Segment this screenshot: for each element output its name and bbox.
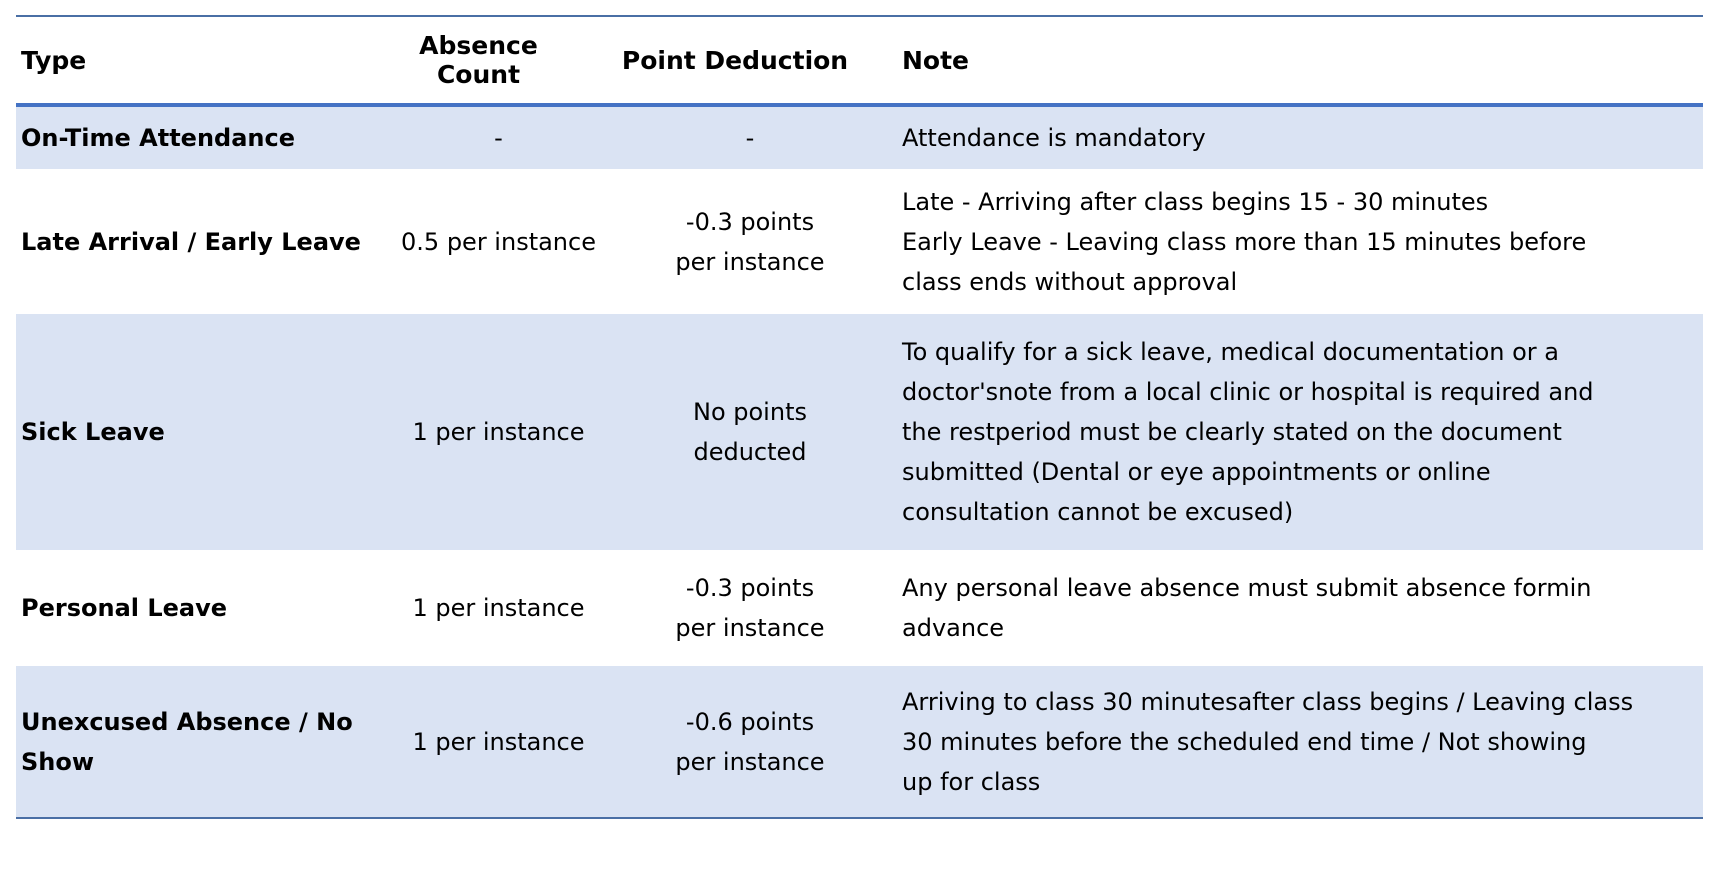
type-cell bbox=[16, 412, 376, 452]
absence-count-text: 1 per instance bbox=[412, 594, 585, 622]
table-row-unexcused-absence bbox=[16, 666, 1703, 817]
type-cell bbox=[16, 702, 376, 782]
type-cell bbox=[16, 118, 376, 158]
point-deduction-line-1: -0.3 points bbox=[685, 574, 815, 602]
absence-count-text: - bbox=[494, 124, 503, 152]
note-cell bbox=[879, 568, 1703, 648]
point-deduction-line-2: per instance bbox=[675, 247, 825, 276]
note-line-1: To qualify for a sick leave, medical documentation or a bbox=[902, 338, 1559, 366]
absence-count-text: 1 per instance bbox=[412, 418, 585, 446]
note-text: Attendance is mandatory bbox=[902, 124, 1206, 152]
note-line-2: advance bbox=[902, 614, 1005, 642]
absence-count-cell bbox=[376, 118, 621, 158]
note-line-2: doctor'snote from a local clinic or hospital is required and bbox=[902, 378, 1594, 406]
type-text: Personal Leave bbox=[21, 594, 228, 622]
table-header-row bbox=[16, 17, 1703, 107]
point-deduction-line-1: No points bbox=[693, 398, 807, 426]
note-line-2: Early Leave - Leaving class more than 15 minutes before bbox=[902, 227, 1587, 256]
point-deduction-cell bbox=[621, 118, 879, 158]
header-point-deduction: Point Deduction bbox=[621, 45, 849, 75]
point-deduction-text: - bbox=[745, 124, 755, 152]
absence-count-cell bbox=[376, 412, 621, 452]
table-row-sick-leave bbox=[16, 314, 1703, 550]
point-deduction-cell bbox=[621, 202, 879, 282]
type-text: On-Time Attendance bbox=[21, 124, 296, 152]
note-line-1: Any personal leave absence must submit absence formin bbox=[902, 574, 1592, 602]
table-row-late-arrival bbox=[16, 169, 1703, 314]
absence-count-cell bbox=[376, 588, 621, 628]
absence-count-cell bbox=[376, 222, 621, 262]
note-cell bbox=[879, 332, 1703, 532]
note-line-2: 30 minutes before the scheduled end time / Not showing bbox=[902, 727, 1587, 756]
type-cell bbox=[16, 222, 376, 262]
header-type: Type bbox=[21, 45, 87, 75]
absence-count-text: 0.5 per instance bbox=[401, 227, 596, 256]
note-cell bbox=[879, 118, 1703, 158]
point-deduction-line-1: -0.3 points bbox=[685, 207, 815, 236]
type-line-1: Unexcused Absence / No bbox=[21, 707, 353, 736]
type-text: Sick Leave bbox=[21, 418, 165, 446]
note-line-3: up for class bbox=[902, 767, 1041, 796]
header-absence-count: Absence Count bbox=[419, 31, 538, 89]
note-line-1: Arriving to class 30 minutesafter class begins / Leaving class bbox=[902, 687, 1634, 716]
point-deduction-line-2: per instance bbox=[675, 747, 825, 776]
note-cell bbox=[879, 182, 1703, 302]
point-deduction-cell bbox=[621, 568, 879, 648]
absence-count-cell bbox=[376, 722, 621, 762]
header-note: Note bbox=[902, 45, 970, 75]
type-line-2: Show bbox=[21, 747, 95, 776]
point-deduction-line-2: deducted bbox=[693, 438, 807, 466]
type-text: Late Arrival / Early Leave bbox=[21, 227, 361, 256]
note-cell bbox=[879, 682, 1703, 802]
note-line-5: consultation cannot be excused) bbox=[902, 498, 1294, 526]
point-deduction-cell bbox=[621, 392, 879, 472]
point-deduction-cell bbox=[621, 702, 879, 782]
table-row-on-time-attendance bbox=[16, 107, 1703, 169]
point-deduction-line-1: -0.6 points bbox=[685, 707, 815, 736]
point-deduction-line-2: per instance bbox=[675, 614, 825, 642]
note-line-4: submitted (Dental or eye appointments or online bbox=[902, 458, 1491, 486]
type-cell bbox=[16, 588, 376, 628]
note-line-3: the restperiod must be clearly stated on the document bbox=[902, 418, 1562, 446]
table-row-personal-leave bbox=[16, 550, 1703, 666]
note-line-1: Late - Arriving after class begins 15 - 30 minutes bbox=[902, 187, 1489, 216]
attendance-policy-table bbox=[16, 15, 1703, 819]
note-line-3: class ends without approval bbox=[902, 267, 1238, 296]
absence-count-text: 1 per instance bbox=[412, 727, 585, 756]
